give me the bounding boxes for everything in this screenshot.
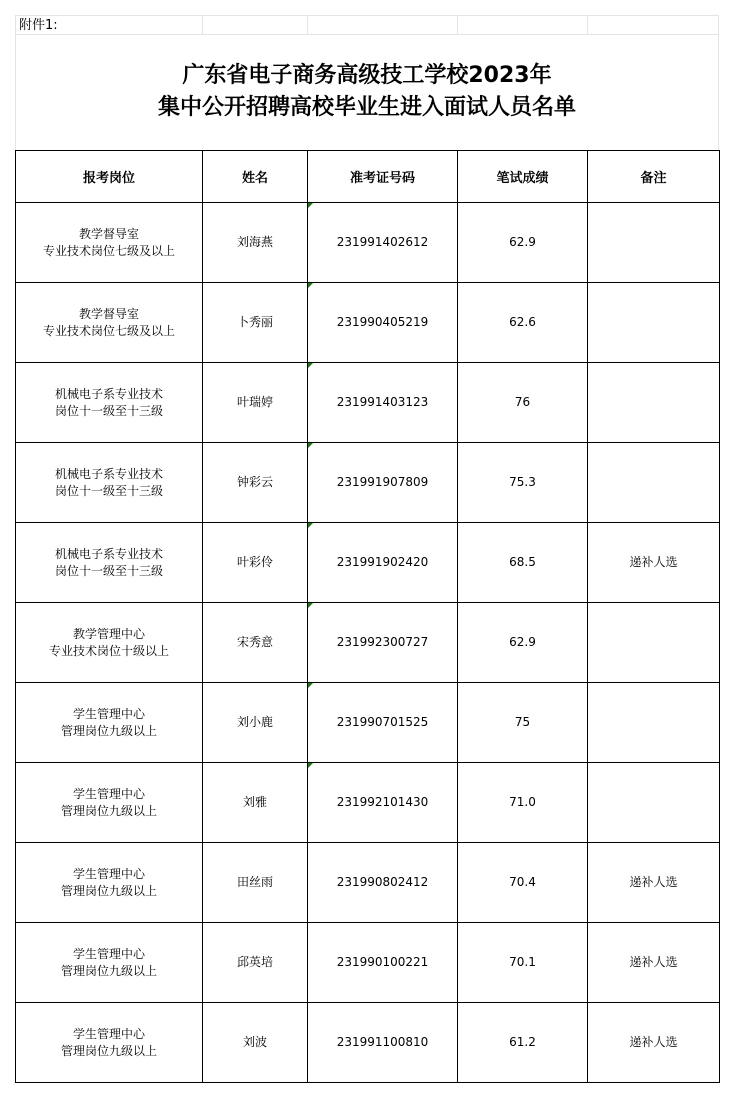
table-row bbox=[16, 283, 720, 363]
cell-remark[interactable] bbox=[588, 443, 720, 523]
header-position[interactable]: 报考岗位 bbox=[16, 151, 203, 203]
cell-position[interactable] bbox=[16, 843, 203, 923]
cell-remark[interactable]: 递补人选 bbox=[588, 523, 720, 603]
position-line-2: 专业技术岗位七级及以上 bbox=[42, 243, 175, 258]
sheet-gridline bbox=[202, 15, 203, 35]
sheet-gridline bbox=[718, 15, 719, 151]
document-title bbox=[16, 60, 718, 124]
position-line-2: 专业技术岗位七级及以上 bbox=[42, 323, 175, 338]
cell-position[interactable] bbox=[16, 363, 203, 443]
cell-name[interactable]: 宋秀意 bbox=[203, 603, 308, 683]
table-row bbox=[16, 1003, 720, 1083]
position-line-1: 机械电子系专业技术 bbox=[54, 466, 163, 481]
table-row bbox=[16, 363, 720, 443]
cell-name[interactable]: 刘波 bbox=[203, 1003, 308, 1083]
sheet-gridline bbox=[307, 15, 308, 35]
cell-score[interactable]: 62.9 bbox=[458, 603, 588, 683]
cell-remark[interactable] bbox=[588, 283, 720, 363]
cell-score[interactable]: 71.0 bbox=[458, 763, 588, 843]
position-line-2: 岗位十一级至十三级 bbox=[54, 483, 163, 498]
cell-name[interactable]: 田丝雨 bbox=[203, 843, 308, 923]
table-row bbox=[16, 523, 720, 603]
position-line-1: 学生管理中心 bbox=[72, 706, 145, 721]
cell-score[interactable]: 75.3 bbox=[458, 443, 588, 523]
sheet-gridline bbox=[15, 34, 719, 35]
cell-exam-id[interactable]: 231990802412 bbox=[308, 843, 458, 923]
position-line-1: 学生管理中心 bbox=[72, 946, 145, 961]
position-line-1: 教学督导室 bbox=[78, 306, 139, 321]
header-name[interactable]: 姓名 bbox=[203, 151, 308, 203]
cell-exam-id[interactable]: 231991402612 bbox=[308, 203, 458, 283]
cell-exam-id[interactable]: 231992300727 bbox=[308, 603, 458, 683]
position-line-1: 教学管理中心 bbox=[72, 626, 145, 641]
cell-exam-id[interactable]: 231990100221 bbox=[308, 923, 458, 1003]
cell-position[interactable] bbox=[16, 683, 203, 763]
position-line-2: 岗位十一级至十三级 bbox=[54, 403, 163, 418]
position-line-1: 学生管理中心 bbox=[72, 786, 145, 801]
position-line-1: 机械电子系专业技术 bbox=[54, 386, 163, 401]
position-line-2: 管理岗位九级以上 bbox=[60, 803, 157, 818]
cell-name[interactable]: 刘雅 bbox=[203, 763, 308, 843]
cell-remark[interactable] bbox=[588, 363, 720, 443]
cell-position[interactable] bbox=[16, 1003, 203, 1083]
cell-score[interactable]: 62.6 bbox=[458, 283, 588, 363]
candidate-table bbox=[15, 150, 720, 1083]
cell-position[interactable] bbox=[16, 283, 203, 363]
cell-name[interactable]: 钟彩云 bbox=[203, 443, 308, 523]
cell-remark[interactable]: 递补人选 bbox=[588, 923, 720, 1003]
table-row bbox=[16, 923, 720, 1003]
cell-exam-id[interactable]: 231992101430 bbox=[308, 763, 458, 843]
cell-position[interactable] bbox=[16, 603, 203, 683]
cell-remark[interactable]: 递补人选 bbox=[588, 843, 720, 923]
table-row bbox=[16, 843, 720, 923]
sheet-gridline bbox=[457, 15, 458, 35]
cell-exam-id[interactable]: 231991403123 bbox=[308, 363, 458, 443]
title-line-2: 集中公开招聘高校毕业生进入面试人员名单 bbox=[157, 95, 576, 120]
cell-exam-id[interactable]: 231991907809 bbox=[308, 443, 458, 523]
position-line-2: 管理岗位九级以上 bbox=[60, 1043, 157, 1058]
position-line-1: 学生管理中心 bbox=[72, 866, 145, 881]
position-line-2: 岗位十一级至十三级 bbox=[54, 563, 163, 578]
cell-name[interactable]: 邱英培 bbox=[203, 923, 308, 1003]
header-exam-id[interactable]: 准考证号码 bbox=[308, 151, 458, 203]
table-row bbox=[16, 203, 720, 283]
cell-position[interactable] bbox=[16, 443, 203, 523]
header-remark[interactable]: 备注 bbox=[588, 151, 720, 203]
cell-position[interactable] bbox=[16, 523, 203, 603]
table-row bbox=[16, 443, 720, 523]
attachment-label: 附件1: bbox=[19, 18, 58, 33]
table-row bbox=[16, 763, 720, 843]
cell-score[interactable]: 70.1 bbox=[458, 923, 588, 1003]
cell-remark[interactable]: 递补人选 bbox=[588, 1003, 720, 1083]
cell-score[interactable]: 62.9 bbox=[458, 203, 588, 283]
cell-score[interactable]: 75 bbox=[458, 683, 588, 763]
cell-name[interactable]: 叶瑞婷 bbox=[203, 363, 308, 443]
cell-exam-id[interactable]: 231991100810 bbox=[308, 1003, 458, 1083]
sheet-gridline bbox=[15, 15, 719, 16]
cell-score[interactable]: 70.4 bbox=[458, 843, 588, 923]
position-line-2: 管理岗位九级以上 bbox=[60, 963, 157, 978]
position-line-1: 教学督导室 bbox=[78, 226, 139, 241]
position-line-1: 机械电子系专业技术 bbox=[54, 546, 163, 561]
title-line-1: 广东省电子商务高级技工学校2023年 bbox=[182, 63, 552, 88]
cell-position[interactable] bbox=[16, 203, 203, 283]
cell-name[interactable]: 叶彩伶 bbox=[203, 523, 308, 603]
cell-name[interactable]: 刘海燕 bbox=[203, 203, 308, 283]
sheet-gridline bbox=[587, 15, 588, 35]
header-score[interactable]: 笔试成绩 bbox=[458, 151, 588, 203]
cell-name[interactable]: 卜秀丽 bbox=[203, 283, 308, 363]
cell-remark[interactable] bbox=[588, 603, 720, 683]
cell-exam-id[interactable]: 231991902420 bbox=[308, 523, 458, 603]
cell-exam-id[interactable]: 231990405219 bbox=[308, 283, 458, 363]
cell-position[interactable] bbox=[16, 763, 203, 843]
table-header-row bbox=[16, 151, 720, 203]
cell-remark[interactable] bbox=[588, 203, 720, 283]
cell-remark[interactable] bbox=[588, 683, 720, 763]
position-line-2: 管理岗位九级以上 bbox=[60, 723, 157, 738]
table-row bbox=[16, 683, 720, 763]
position-line-2: 管理岗位九级以上 bbox=[60, 883, 157, 898]
cell-score[interactable]: 61.2 bbox=[458, 1003, 588, 1083]
cell-score[interactable]: 68.5 bbox=[458, 523, 588, 603]
position-line-2: 专业技术岗位十级以上 bbox=[48, 643, 169, 658]
position-line-1: 学生管理中心 bbox=[72, 1026, 145, 1041]
cell-name[interactable]: 刘小鹿 bbox=[203, 683, 308, 763]
cell-position[interactable] bbox=[16, 923, 203, 1003]
cell-exam-id[interactable]: 231990701525 bbox=[308, 683, 458, 763]
cell-score[interactable]: 76 bbox=[458, 363, 588, 443]
table-row bbox=[16, 603, 720, 683]
cell-remark[interactable] bbox=[588, 763, 720, 843]
